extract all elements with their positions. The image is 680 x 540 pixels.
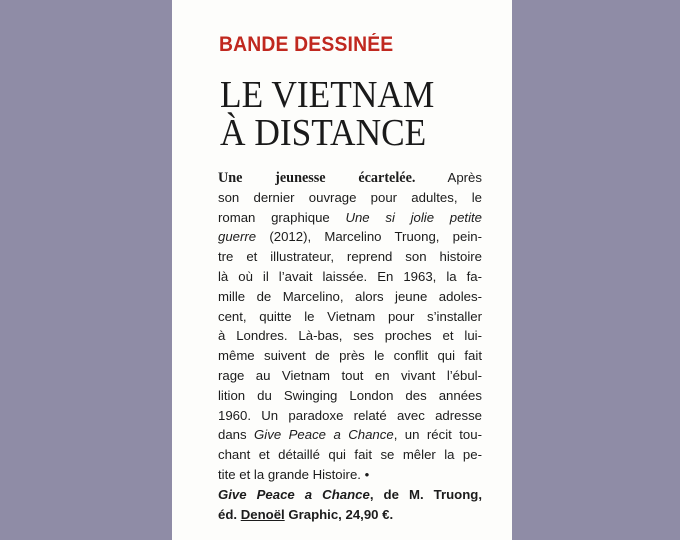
- article-headline: [220, 76, 434, 152]
- publisher-name: Denoël: [240, 506, 285, 522]
- text-run: cent, quitte le Vietnam pour s’installer: [218, 308, 482, 324]
- section-rubric: BANDE DESSINÉE: [219, 33, 394, 56]
- body-line: [218, 326, 482, 346]
- headline-line-1: LE VIETNAM: [220, 74, 435, 116]
- text-run: à Londres. Là-bas, ses proches et lui-: [218, 328, 482, 344]
- body-line: [218, 168, 482, 188]
- body-line: [218, 188, 482, 208]
- text-run: , un récit tou-: [393, 427, 482, 443]
- text-run: tite et la grande Histoire. •: [218, 466, 370, 482]
- book-title: guerre: [218, 229, 257, 245]
- text-run: dans: [218, 427, 255, 443]
- body-line: [218, 465, 482, 485]
- headline-line-2: À DISTANCE: [220, 112, 427, 154]
- lead-in: Une jeunesse écartelée.: [218, 170, 416, 186]
- body-line: [218, 208, 482, 228]
- book-title: Une si jolie petite: [345, 209, 482, 225]
- book-title: Give Peace a Chance: [218, 486, 370, 502]
- body-line: [218, 287, 482, 307]
- text-run: là où il l’avait laissée. En 1963, la fa-: [218, 268, 482, 284]
- text-run: 1960. Un paradoxe relaté avec adresse: [218, 407, 482, 423]
- body-line: [218, 445, 482, 465]
- book-reference-line: [218, 505, 482, 525]
- book-title: Give Peace a Chance: [254, 427, 394, 443]
- text-run: Graphic, 24,90 €.: [284, 506, 394, 522]
- article-body: [218, 168, 482, 524]
- body-line: [218, 307, 482, 327]
- body-line: [218, 267, 482, 287]
- body-line: [218, 247, 482, 267]
- body-line: [218, 366, 482, 386]
- body-line: [218, 227, 482, 247]
- text-run: (2012), Marcelino Truong, pein-: [256, 229, 482, 245]
- text-run: même suivent de près le conflit qui fait: [218, 348, 482, 364]
- text-run: tre et illustrateur, reprend son histoire: [218, 249, 482, 265]
- book-reference-line: [218, 485, 482, 505]
- text-run: éd.: [218, 506, 241, 522]
- body-line: [218, 425, 482, 445]
- text-run: rage au Vietnam tout en vivant l’ébul-: [218, 367, 482, 383]
- body-line: [218, 406, 482, 426]
- text-run: mille de Marcelino, alors jeune adoles-: [218, 288, 482, 304]
- text-run: son dernier ouvrage pour adultes, le: [218, 189, 482, 205]
- text-run: lition du Swinging London des années: [218, 387, 482, 403]
- body-line: [218, 386, 482, 406]
- text-run: chant et détaillé qui fait se mêler la pe-: [218, 447, 482, 463]
- text-run: , de M. Truong,: [369, 486, 483, 502]
- text-run: roman graphique: [218, 209, 346, 225]
- magazine-page: [172, 0, 512, 540]
- text-run: Après: [415, 170, 482, 185]
- body-line: [218, 346, 482, 366]
